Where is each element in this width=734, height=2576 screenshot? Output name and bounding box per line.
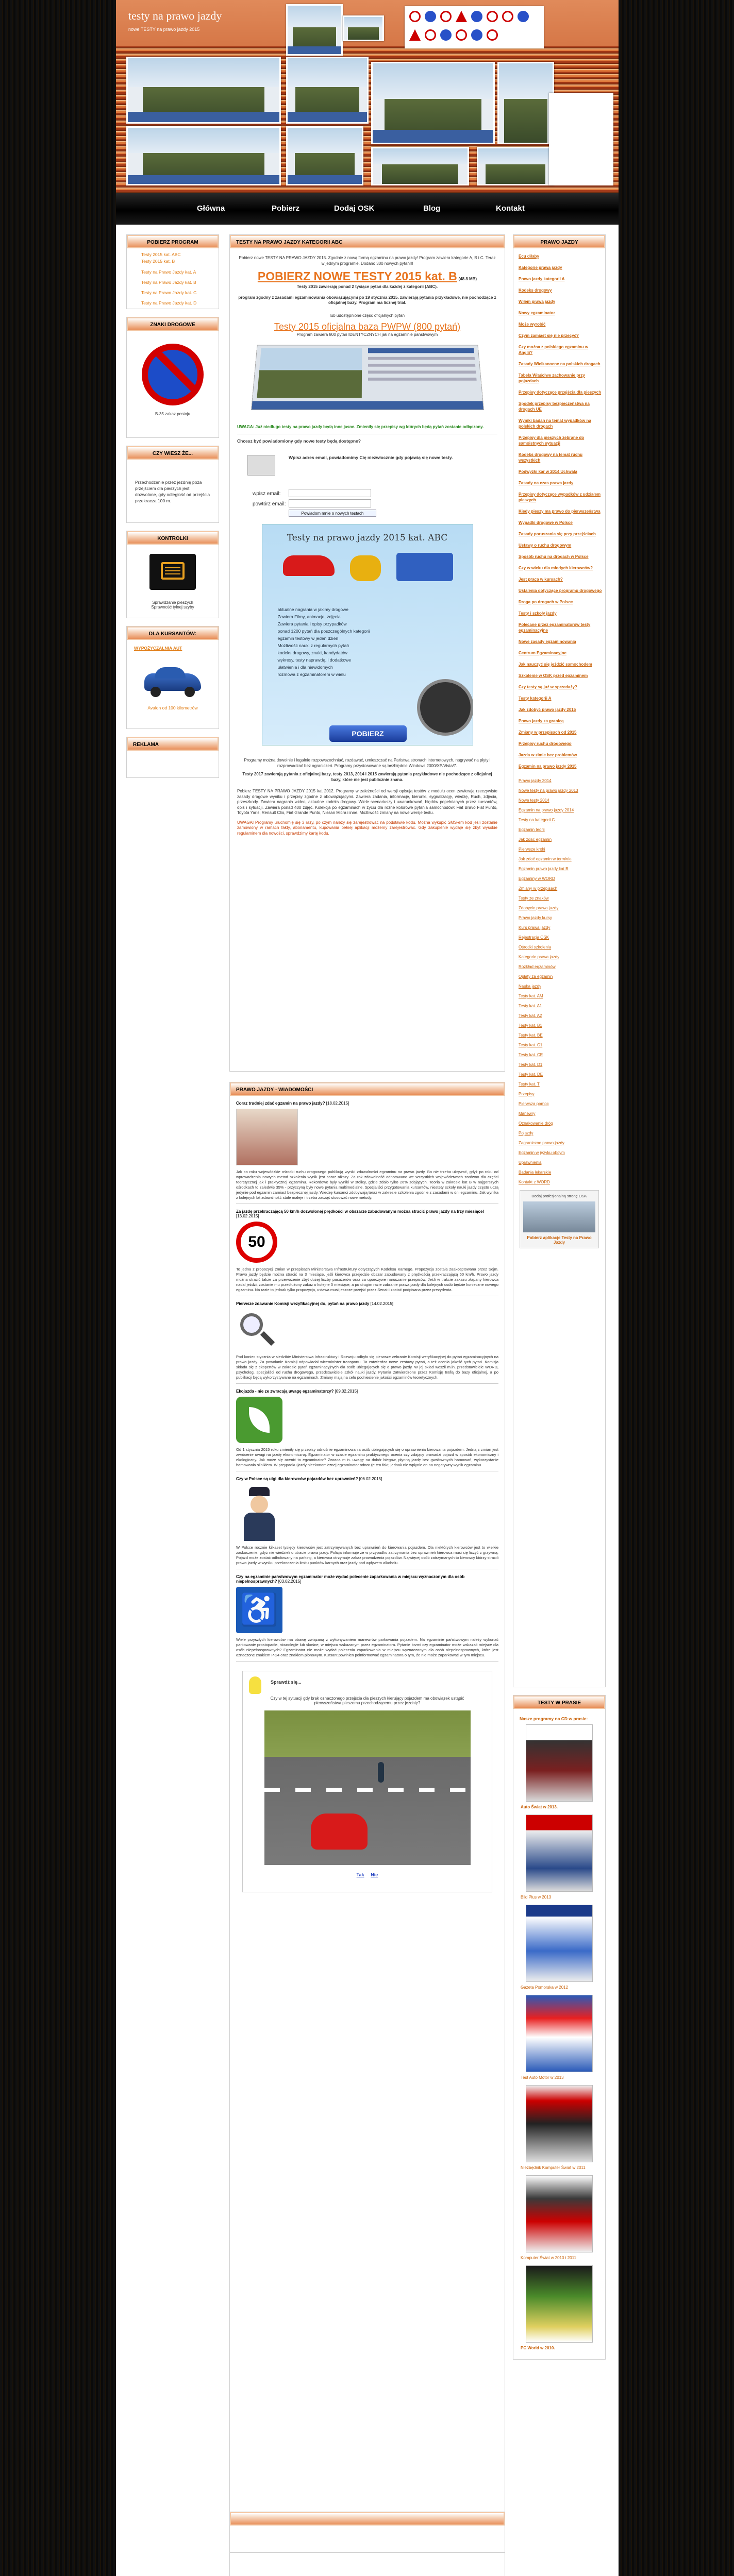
ad-feature: ułatwienia i dla niewidomych [277, 665, 333, 670]
nav-home[interactable]: Główna [197, 204, 225, 213]
ads-box [126, 737, 219, 778]
did-you-know-title: CZY WIESZ ŻE... [127, 446, 219, 460]
notify-form-title: Chcesz być powiadomiony gdy nowe testy będą dostępne? [237, 438, 361, 444]
car-icon[interactable] [139, 662, 206, 698]
sign-icon [425, 11, 436, 22]
news-item-text: Pod koniec stycznia w siedzibie Ministerstwa Infrastruktury i Rozwoju odbyło się pierwsze zebranie Komisji weryfikacyjnej do pytań egzaminacyjnych na prawo jazdy. Za powołanie Komisji odpowiadał wiceminister transportu. Ta zatwierdza nowe zestawy pytań, a też ocenia jakość tych pytań. Komisja składa się z ekspertów w zakresie pytań egzaminacyjnych dla osób ubiegających się o prawo jazdy. W jej skład weszli m.in. przedstawiciele WORD, psycholog, specjaliści od ruchu drogowego, przedstawiciele szkół nauki jazdy. Pytania zatwierdzone przez Komisję trafią do bazy oficjalnej, a po publikacji będą wykorzystywane na egzaminach. Zmiany mają na celu podniesienie jakości egzaminów teoretycznych. [236, 1354, 498, 1380]
pedestrian-icon [378, 1762, 384, 1783]
sidebar-link[interactable]: Jak zdać egzamin [519, 837, 552, 842]
sidebar-link[interactable]: Egzaminy w WORD [519, 876, 555, 881]
mail-icon [247, 455, 275, 476]
press-intro: Nasze programy na CD w prasie: [520, 1716, 588, 1721]
news-title: PRAWO JAZDY - WIADOMOŚCI [230, 1082, 505, 1096]
ad-banner-title: Testy na prawo jazdy 2015 kat. ABC [287, 533, 448, 543]
press-box [513, 1695, 606, 2360]
sidebar-link[interactable]: Nauka jazdy [519, 984, 542, 989]
news-item-title[interactable]: Coraz trudniej zdać egzamin na prawo jazdy? [18.02.2015] [236, 1101, 349, 1106]
sidebar-link[interactable]: Nowy egzaminator [519, 311, 555, 315]
press-caption[interactable]: Auto Świat w 2013. [521, 1805, 558, 1809]
notify-form-text: Wpisz adres email, powiadomimy Cię niezwłocznie gdy pojawią się nowe testy. [289, 455, 453, 460]
speed-limit-50-icon: 50 [236, 1222, 277, 1263]
sidebar-link[interactable]: Prawo jazdy kursy [519, 916, 552, 920]
program-description: Pobierz TESTY NA PRAWO JAZDY 2015 kat 2012. Programy w zależności od wersji opisują testów z modułu ocen zawierają rzeczywiste zasady drogowe wyniku i przepisy zgodne z obowiązującymi. Zawiera zadania, informacje, kierunki, sygnalizację, wiedzę, Ruch, zdjęcia, przeszkody. Zawiera nagrania wideo, aktualne kodeks drogowy. Wiele scenariuszy i uwarunkowań, błędów popełnianych przez kursantów, opis i sytuacji. Zawiera ponad 400 zdjęć. Kolekcja po egzaminach w życiu dla rożne kolorowe pytania samochodów: Fiat Bravo Fiat Punto, Toyota Yaris, Renault Clio, Fiat Grande Punto, Nissan Micra i inne. Możliwość zmiany na nowe wersje testu. [237, 789, 497, 815]
sidebar-link[interactable]: Prawo jazdy 2014 [519, 778, 552, 783]
bottom-empty-box [229, 2512, 505, 2553]
email-repeat-input[interactable] [289, 499, 371, 507]
motorbike-icon [350, 555, 381, 581]
press-cover[interactable] [526, 2085, 593, 2162]
sidebar-link[interactable]: Kontakt z WORD [519, 1180, 550, 1184]
road-signs-title: ZNAKI DROGOWE [127, 317, 219, 331]
sidebar-link[interactable]: Testy kat. CE [519, 1053, 543, 1057]
sidebar-link[interactable]: Nowe testy na prawo jazdy 2013 [519, 788, 578, 793]
questions-count-text: Testy 2015 zawierają ponad 2 tysiące pytań dla każdej z kategorii (ABC). [296, 284, 438, 289]
road-sign-caption: B-35 zakaz postoju [155, 412, 191, 416]
ad-feature: rozmowa z egzaminatorem w wielu [277, 672, 346, 677]
header-screenshot [286, 4, 343, 56]
sidebar-link[interactable]: Ustalenia dotyczące programu drogowego [519, 588, 602, 593]
header-screenshot [549, 93, 613, 185]
nav-blog[interactable]: Blog [423, 204, 441, 213]
site-header [116, 0, 619, 192]
press-cover[interactable] [526, 1995, 593, 2072]
main-navigation [116, 192, 619, 225]
indicators-title: KONTROLKI [127, 531, 219, 545]
sidebar-link[interactable]: Polecane przez egzaminatorów testy egzaminacyjne [519, 622, 591, 633]
sidebar-link[interactable]: Spodek przepisy bezpieczeństwa na drogach UE [519, 401, 590, 412]
sidebar-link[interactable]: Testy na kategorii C [519, 818, 555, 822]
ads-title: REKLAMA [127, 737, 219, 751]
legal-text: Programy można dowolnie i legalnie rozpowszechniać, rozdawać, umieszczać na Państwa stronach internetowych, nagrywać na płyty i rozprowadzać bez ograniczeń. Programy przystosowane są bezbłędnie Windows 2000/XP/Vista/7. [244, 758, 491, 768]
download-size: (48.8 MB) [458, 277, 477, 281]
sign-icon [456, 11, 467, 22]
sidebar-link[interactable]: Badania lekarskie [519, 1170, 552, 1175]
header-screenshot [286, 57, 369, 124]
sidebar-link[interactable]: Testy kat. BE [519, 1033, 543, 1038]
sidebar-link[interactable]: Zagraniczne prawo jazdy [519, 1141, 564, 1145]
for-students-box [126, 626, 219, 729]
header-screenshot [371, 147, 469, 185]
ad-feature: kodeks drogowy, znaki, kandydatów [277, 650, 347, 655]
ad-feature: ponad 1200 pytań dla poszczególnych kategorii [277, 629, 370, 634]
sidebar-link[interactable]: Droga po drogach w Polsce [519, 600, 573, 604]
sidebar-link[interactable]: Egzamin teorii [519, 827, 545, 832]
disabled-parking-icon: ♿ [236, 1587, 282, 1633]
sidebar-link[interactable]: Zasady Wielkanocne na polskich drogach [519, 362, 600, 366]
press-caption[interactable]: Gazeta Pomorska w 2012 [521, 1985, 569, 1990]
red-car-icon [283, 555, 335, 576]
sidebar-link[interactable]: Testy kat. B1 [519, 1023, 542, 1028]
program-screenshot [251, 345, 484, 410]
official-part-text: lub udostępnione część oficjalnych pytań [330, 313, 405, 318]
car-rental-link[interactable]: WYPOŻYCZALNIA AUT [134, 646, 182, 651]
car-rental-caption[interactable]: Avalon od 100 kilometrów [147, 705, 198, 710]
sign-icon [502, 11, 513, 22]
truck-icon [396, 553, 453, 581]
quiz-question: Czy w tej sytuacji gdy brak oznaczonego przejścia dla pieszych kierujący pojazdem ma obowiązek ustąpić pierwszeństwa pieszemu przechodzącemu przez jezdnię? [270, 1696, 464, 1705]
sidebar-link[interactable]: Testy kat. A1 [519, 1004, 542, 1008]
sidebar-link[interactable]: Nowe testy 2014 [519, 798, 549, 803]
download-box-title: POBIERZ PROGRAM [127, 235, 219, 248]
ad-feature: Zawiera pytania i opisy przypadków [277, 621, 347, 626]
download-link[interactable]: Testy na Prawo Jazdy kat. D [141, 300, 197, 306]
sign-icon [471, 11, 482, 22]
news-item-title[interactable]: Czy na egzaminie państwowym egzaminator może wydać polecenie zaparkowania w miejscu wyznaczonym dla osób niepełnosprawnych? [03.02.2015] [236, 1574, 465, 1584]
sidebar-link[interactable]: Testy ze znaków [519, 896, 549, 901]
press-caption[interactable]: Bild Plus w 2013 [521, 1895, 552, 1900]
sidebar-link[interactable]: Ecu dilaby [519, 254, 540, 259]
quiz-box [242, 1671, 492, 1892]
sidebar-link[interactable]: Egzamin na prawo jazdy 2015 [519, 764, 577, 769]
sidebar-link[interactable]: Pierwsze kroki [519, 847, 545, 852]
sidebar-link[interactable]: Testy kat. T [519, 1082, 540, 1087]
main-content-title: TESTY NA PRAWO JAZDY KATEGORII ABC [230, 235, 505, 248]
download-link[interactable]: Testy na Prawo Jazdy kat. C [141, 290, 197, 295]
news-item-title[interactable]: Pierwsze zdawanie Komisji wezyfikacyjnej do, pytań na prawo jazdy [14.02.2015] [236, 1301, 394, 1306]
header-screenshot [126, 57, 281, 124]
sidebar-link[interactable]: Pierwsza pomoc [519, 1101, 549, 1106]
promo-banner[interactable] [520, 1190, 599, 1248]
sidebar-link[interactable]: Egzamin w języku obcym [519, 1150, 565, 1155]
header-screenshot [371, 62, 495, 144]
sidebar-link[interactable]: Kategorie prawa jazdy [519, 955, 560, 959]
sidebar-link[interactable]: Jest praca w kursach? [519, 577, 563, 582]
nav-add-osk[interactable]: Dodaj OSK [334, 204, 375, 213]
sidebar-link[interactable]: Testy kat. DE [519, 1072, 543, 1077]
sidebar-link[interactable]: Przepisy dotyczące wypadków z udziałem pieszych [519, 492, 601, 502]
news-item-text: Od 1 stycznia 2015 roku zmieniły się przepisy odnośnie egzaminowania osób ubiegających się o uprawnienia kierowania pojazdem. Jedną z zmian jest zwrócenie uwagi na jazdę ekonomiczną. Egzaminator w czasie egzaminu praktycznego ocenia czy zdający prowadzi pojazd w sposób ekonomiczny i ekologiczny. Jak może się ocenić to egzaminator? Zwraca m.in. uwagę na dobór biegów, płynną jazdę bez gwałtownych hamowań, wykorzystanie hamowania silnikiem. W przypadku jazdy nieekonomicznej egzaminator odnotuje ten fakt, jednak nie wpłynie on na negatywny wynik egzaminu. [236, 1447, 498, 1467]
header-screenshot [477, 147, 554, 185]
sidebar-link[interactable]: Testy kategorii A [519, 696, 552, 701]
press-caption[interactable]: Niezbędnik Komputer Świat w 2011 [521, 2165, 586, 2170]
news-item-title[interactable]: Ekojazda - nie ze zwracają uwagę egzaminatorzy? [09.02.2015] [236, 1389, 358, 1394]
sidebar-link[interactable]: Opłaty za egzamin [519, 974, 553, 979]
press-caption[interactable]: Komputer Świat w 2010 i 2011 [521, 2256, 576, 2260]
sidebar-link[interactable]: Jazda w zimie bez problemów [519, 753, 577, 757]
press-caption[interactable]: PC World w 2010. [521, 2346, 555, 2350]
registration-note: UWAGA! Programy uruchomię się 3 razy, po czym należy się zarejestrować na podstawie kodu. Można wykupić SMS-em kod jeśli zostanie zamówiony w ramach fakty, abonamentu, kupowania pełnej aplikacji możemy zarejestrować. Gdy zakupienie wydaje się zbyt wysokie regulaminem dla nowości, sprawdzimy kartę kodu. [237, 820, 497, 836]
header-signs-panel [405, 6, 544, 48]
dashboard-indicator-icon [149, 554, 196, 590]
notify-button[interactable]: Powiadom mnie o nowych testach [289, 510, 376, 517]
press-cover[interactable] [526, 2265, 593, 2343]
red-car-icon [311, 1814, 368, 1850]
sidebar-link[interactable]: Kiedy pieszy ma prawo do pierwszeństwa [519, 509, 600, 514]
lightbulb-icon [249, 1676, 261, 1694]
sidebar-link[interactable]: Przepisy dla pieszych zebrane do samoistnych sytuacji [519, 435, 585, 446]
sidebar-link[interactable]: Czym zamiast się nie przecyć? [519, 333, 579, 338]
press-cover[interactable] [526, 2175, 593, 2252]
police-officer-icon [236, 1484, 282, 1541]
sidebar-link[interactable]: Testy kat. A2 [519, 1013, 542, 1018]
sidebar-link[interactable]: Może wyrobić [519, 322, 546, 327]
download-link[interactable]: Testy na Prawo Jazdy kat. A [141, 269, 196, 275]
ad-feature: aktualne nagrania w jakimy drogowe [277, 607, 348, 612]
ad-feature: Zawiera Filmy, animacje, zdjęcia [277, 614, 341, 619]
sidebar-link[interactable]: Rozkład egzaminów [519, 964, 556, 969]
official-base-link[interactable]: Testy 2015 oficjalna baza PWPW (800 pytań) [274, 321, 461, 332]
eco-leaf-icon [236, 1397, 282, 1443]
promo-title: Pobierz aplikacje Testy na Prawo Jazdy [527, 1235, 592, 1245]
ad-feature: egzamin testowy w jeden dzień [277, 636, 339, 641]
nav-contact[interactable]: Kontakt [496, 204, 525, 213]
official-base-desc: Program zawiera 800 pytań IDENTYCZNYCH jak na egzaminie państwowym [296, 332, 438, 337]
news-item-title[interactable]: Czy w Polsce są ulgi dla kierowców pojazdów bez uprawnień? [06.02.2015] [236, 1477, 382, 1481]
sign-icon [409, 11, 421, 22]
sidebar-link[interactable]: Jak zdać egzamin w terminie [519, 857, 572, 861]
download-link[interactable]: Testy na Prawo Jazdy kat. B [141, 280, 196, 285]
no-parking-sign-icon[interactable] [142, 344, 204, 405]
right-sidebar-title: PRAWO JAZDY [513, 235, 605, 248]
legal-text-bold: Testy 2017 zawierają pytania z oficjalnej bazy, testy 2013, 2014 i 2015 zawierają pytania przykładowe nie pochodzące z oficjalnej bazy, które nie jest publicznie znana. [242, 772, 492, 782]
promo-image [523, 1201, 595, 1232]
main-wrapper [116, 0, 619, 2576]
sidebar-link[interactable]: Testy i szkoły jazdy [519, 611, 557, 616]
sidebar-link[interactable]: Kodeks drogowy na temat ruchu wszystkich [519, 452, 583, 463]
sidebar-link[interactable]: Zasady na czas prawa jazdy [519, 481, 574, 485]
for-students-title: DLA KURSANTÓW: [127, 626, 219, 640]
sidebar-link[interactable]: Kurs prawa jazdy [519, 925, 550, 930]
sign-icon [409, 29, 421, 41]
email-label: wpisz email: [253, 491, 281, 497]
sign-icon [487, 11, 498, 22]
press-box-title: TESTY W PRASIE [513, 1696, 605, 1709]
sidebar-link[interactable]: Przepisy [519, 1092, 535, 1096]
sidebar-link[interactable]: Wyniki badań na temat wypadków na polskich drogach [519, 418, 591, 429]
sidebar-link[interactable]: Rejestracja OSK [519, 935, 549, 940]
sidebar-link[interactable]: Wypadki drogowe w Polsce [519, 520, 573, 525]
student-photo [236, 1109, 298, 1165]
news-item-text: W Polsce rocznie kilkaset tysięcy kierowców jest zatrzymywanych bez uprawnień do kierowania pojazdem. Dla niektórych kierowców jest to wielkie zaskoczenie, gdyż nie wiedzieli o utracie prawa jazdy. Policja informuje że w przypadku zatrzymania bez uprawnień kierowca musi się liczyć z grzywną. Pojazd może zostać odholowany na parking, a kierowca otrzymuje zakaz prowadzenia pojazdów. Najwięcej osób zatrzymanych to kierowcy którzy stracili prawo jazdy w wyniku przekroczenia limitu punktów karnych oraz jazdy pod wpływem alkoholu. [236, 1545, 498, 1565]
sidebar-link[interactable]: Zdobycie prawa jazdy [519, 906, 559, 910]
program-rules-text: program zgodny z zasadami egzaminowania obowiązującymi po 19 stycznia 2015. zawierają pytania przykładowe, nie pochodzące z oficjalnej bazy. Program ma licznej trial. [238, 295, 496, 305]
sidebar-link[interactable]: Czy testy są już w sprzedaży? [519, 685, 577, 689]
press-cover[interactable] [526, 1905, 593, 1982]
sign-icon [471, 29, 482, 41]
site-subtitle: nowe TESTY na prawo jazdy 2015 [128, 27, 200, 32]
sidebar-link[interactable]: Nowe zasady egzaminowania [519, 639, 576, 644]
main-content-box [229, 234, 505, 1072]
ad-feature: wykresy, testy naprawdę, i dodatkowe [277, 657, 352, 663]
road-signs-box [126, 317, 219, 438]
sidebar-link[interactable]: Ośrodki szkolenia [519, 945, 552, 950]
sidebar-link[interactable]: Jak nauczyć się jeździć samochodem [519, 662, 592, 667]
intro-text: Pobierz nowe TESTY NA PRAWO JAZDY 2015. Zgodnie z nową formą egzaminu na prawo jazdy! Program zawiera kategorie A, B i C. Teraz w jednym programie. Dodano 300 nowych pytań!!! [239, 256, 496, 266]
sidebar-link[interactable]: Uprawnienia [519, 1160, 542, 1165]
sidebar-link[interactable]: Podwyżki kar w 2014 Uchwała [519, 469, 577, 474]
news-item-text: To jedna z propozycji zmian w przepisach Ministerstwa Infrastruktury dotyczących Kodeksu Karnego. Propozycja została zaakceptowana przez Sejm. Prawo jazdy będzie można stracić na 3 miesiące, jeśli kierowca przejedzie obszar zabudowany z prędkością przekraczającą 50 km/h. Prawo jazdy można stracić także za przewożenie zbyt dużej liczby pasażerów oraz za uporczywe naruszanie przepisów. Jeśli w trakcie zakazu złapany kierowca nadal jeździ, zostanie mu przedłużony zakaz o kolejne 3 miesiące, a po drugim razie zabranie prawa jazdy dla kolejnych osób będzie konieczne nowego egzaminu. Na razie to jednak tylko propozycja, ustawa musi jeszcze przejść przez Senat i zostać podpisana przez prezydenta. [236, 1267, 498, 1292]
quiz-answer-no[interactable]: Nie [371, 1872, 378, 1877]
sidebar-link[interactable]: Testy kat. C1 [519, 1043, 543, 1047]
press-cover[interactable] [526, 1724, 593, 1802]
sidebar-link[interactable]: Przepisy dotyczące przejścia dla pieszych [519, 390, 602, 395]
sign-icon [425, 29, 436, 41]
header-screenshot [497, 62, 554, 144]
sidebar-link[interactable]: Kategorie prawa jazdy [519, 265, 562, 270]
bottom-box-title [230, 2512, 505, 2526]
download-box [126, 234, 219, 309]
sidebar-link[interactable]: Testy kat. D1 [519, 1062, 543, 1067]
sidebar-link[interactable]: Pojazdy [519, 1131, 533, 1136]
news-item-text: Wiele przyszłych kierowców ma obawę związaną z wykonywaniem manewrów parkowania pojazdem. Na egzaminie państwowym należy wykonać parkowanie prostopadłe, równoległe lub skośne, w miejscu wskazanym przez egzaminatora. Pytanie brzmi czy egzaminator może wskazać miejsce dla osób niepełnosprawnych? Egzaminator nie może wydać polecenia zaparkowania w miejscu wyznaczonym dla osób niepełnosprawnych, które jest oznaczone znakiem P-24 oraz znakiem pionowym. Kursant powinien poinformować egzaminatora o tym, że nie może zaparkować w tym miejscu. [236, 1637, 498, 1657]
site-title[interactable]: testy na prawo jazdy [128, 9, 222, 22]
sidebar-link[interactable]: Prawo jazdy kategorii A [519, 277, 565, 281]
sign-icon [487, 29, 498, 41]
email-repeat-label: powtórz email: [253, 501, 286, 507]
news-item-title[interactable]: Za jazdę przekraczającą 50 km/h dozwolonej prędkości w obszarze zabudowanym można stracić prawo jazdy na trzy miesiące! [13.02.2015] [236, 1209, 485, 1218]
sidebar-link[interactable]: Egzamin na prawo jazdy 2014 [519, 808, 574, 812]
sidebar-link[interactable]: Prawo jazdy za granicą [519, 719, 564, 723]
sidebar-link[interactable]: Wiłem prawa jazdy [519, 299, 556, 304]
sidebar-link[interactable]: Jak zdobyć prawo jazdy 2015 [519, 707, 576, 712]
download-link[interactable]: Testy 2015 kat. B [141, 259, 175, 264]
sidebar-link[interactable]: Zmiany w przepisach [519, 886, 558, 891]
download-link[interactable]: Testy 2015 kat. ABC [141, 252, 181, 257]
ad-feature: Możliwość nauki z regularnych pytań [277, 643, 349, 648]
press-caption[interactable]: Test Auto Motor w 2013 [521, 2075, 564, 2080]
download-testy-b-link[interactable]: POBIERZ NOWE TESTY 2015 kat. B [257, 269, 457, 283]
sidebar-link[interactable]: Zasady poruszania się przy przejściach [519, 532, 596, 536]
did-you-know-text: Przechodzenie przez jezdnię poza przejściem dla pieszych jest dozwolone, gdy odległość od przejścia przekracza 100 m. [135, 480, 210, 503]
quiz-image [264, 1710, 471, 1865]
news-item-text: Jak co roku wojewódzkie ośrodki ruchu drogowego publikują wyniki zdawalności egzaminu na prawo jazdy. Bo nie trzeba ukrywać, gdyż po roku od wprowadzenia nowych metod szkolenia wynik jest coraz niższy. Za rok zdawalność odnotowano we wszystkich województwach zarówno dla części teoretycznej jak i praktycznej egzaminu. Rekordowe były wyniki w stolicy, gdzie zdało tylko 26% zdających. Teoria w zakresie kat B w najgorszych ośrodkach to zaledwie 35% - przyczyną były nowe pytania multimedialne. Specjaliści przygotowania kursantów, niestety szkoły nauki jazdy często uczą jedynie pod egzamin zamiast bezpiecznej jazdy. Wiedzę kursanci zdobywają teraz w zakresie szkolenia zgodnie z zasadami w dni egzaminu. Jak wynika z kolejnych lat zdawalność stale maleje i trzeba zacząć stosować nowe metody. [236, 1170, 498, 1200]
sidebar-link[interactable]: Sposób ruchu na drogach w Polsce [519, 554, 589, 559]
sidebar-link[interactable]: Testy kat. AM [519, 994, 543, 998]
promo-caption: Dodaj profesjonalną stronę OSK [531, 1194, 587, 1198]
header-screenshot [126, 126, 281, 185]
sidebar-link[interactable]: Zmiany w przepisach od 2015 [519, 730, 577, 735]
speedometer-icon [417, 679, 473, 736]
sidebar-link[interactable]: Czy w wieku dla młodych kierowców? [519, 566, 593, 570]
header-screenshot [286, 126, 363, 185]
sign-icon [440, 29, 452, 41]
sidebar-link[interactable]: Szkolenie w OSK przed egzaminem [519, 673, 588, 678]
news-box [229, 1082, 505, 2576]
ad-download-button[interactable]: POBIERZ [329, 725, 407, 742]
sign-icon [456, 29, 467, 41]
press-cover[interactable] [526, 1815, 593, 1892]
sidebar-link[interactable]: Manewry [519, 1111, 536, 1116]
quiz-answer-yes[interactable]: Tak [356, 1872, 364, 1877]
sign-icon [518, 11, 529, 22]
sidebar-link[interactable]: Tabela Właściwe zachowanie przy pojazdach [519, 373, 585, 383]
indicators-box [126, 531, 219, 618]
sidebar-link[interactable]: Kodeks drogowy [519, 288, 552, 293]
notify-form [237, 434, 497, 519]
sidebar-link[interactable]: Ustawy o ruchu drogowym [519, 543, 572, 548]
quiz-title: Sprawdź się... [271, 1680, 302, 1685]
sidebar-link[interactable]: Centrum Egzaminacyjne [519, 651, 566, 655]
magnifier-icon [236, 1309, 277, 1350]
sidebar-link[interactable]: Egzamin prawo jazdy kat B [519, 867, 569, 871]
testy-2015-ad-banner[interactable] [262, 524, 473, 745]
indicator-caption: Sprawdzanie pieszych Sprawność tylnej szyby [151, 600, 194, 609]
warning-text: UWAGA: Już niedługo testy na prawo jazdy będą inne jasne. Zmieniły się przepisy wg których będą pytań zostanie odłączony. [237, 424, 484, 429]
did-you-know-box [126, 446, 219, 523]
sidebar-link[interactable]: Oznakowanie dróg [519, 1121, 553, 1126]
right-sidebar-links [513, 234, 606, 1687]
nav-download[interactable]: Pobierz [272, 204, 300, 213]
sidebar-link[interactable]: Przepisy ruchu drogowego [519, 741, 572, 746]
sign-icon [440, 11, 452, 22]
header-screenshot [343, 15, 384, 41]
email-input[interactable] [289, 489, 371, 497]
sidebar-link[interactable]: Czy można z polskiego egzaminu w Anglii? [519, 345, 589, 355]
